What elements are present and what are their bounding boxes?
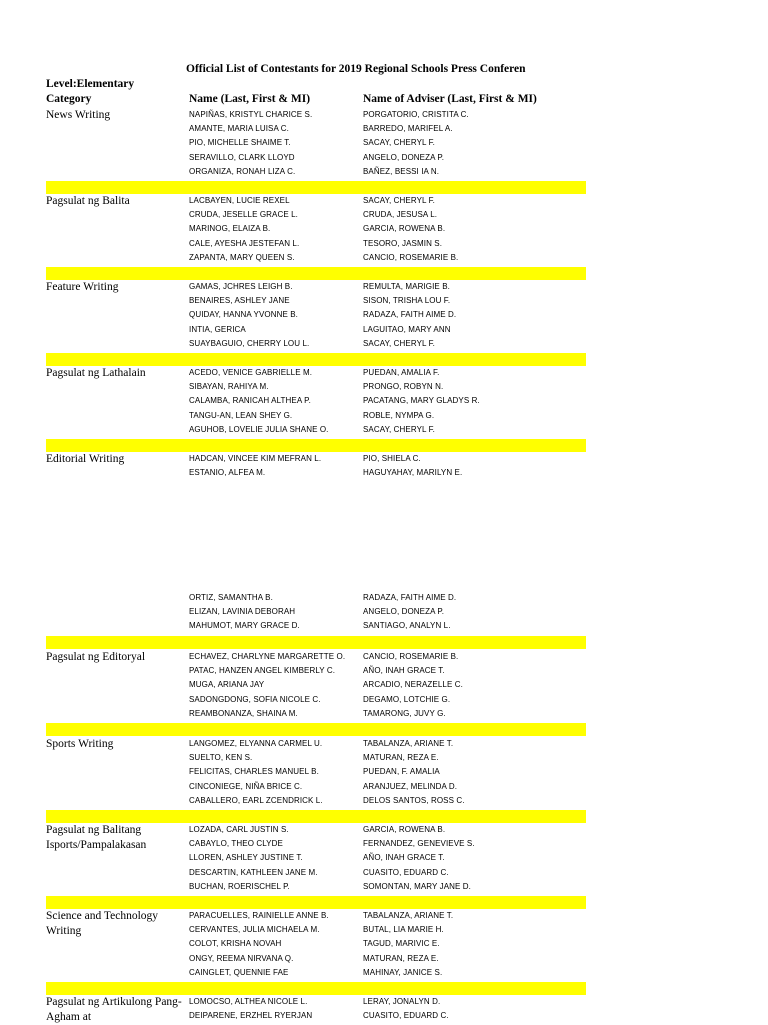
adviser-name: DELOS SANTOS, ROSS C. bbox=[363, 795, 465, 805]
adviser-name: SACAY, CHERYL F. bbox=[363, 338, 435, 348]
contestant-row bbox=[0, 664, 768, 678]
contestant-name: ESTANIO, ALFEA M. bbox=[189, 468, 266, 478]
contestant-name: MARINOG, ELAIZA B. bbox=[189, 224, 271, 234]
contestant-row bbox=[0, 751, 768, 765]
contestant-row bbox=[0, 909, 768, 923]
adviser-name: PORGATORIO, CRISTITA C. bbox=[363, 110, 469, 119]
contestant-row bbox=[0, 1009, 768, 1023]
category-name: Sports Writing bbox=[46, 738, 114, 750]
name-column-header: Name (Last, First & MI) bbox=[189, 93, 311, 105]
adviser-name: TABALANZA, ARIANE T. bbox=[363, 911, 454, 920]
contestant-row bbox=[0, 619, 768, 633]
contestant-name: CINCONIEGE, NIÑA BRICE C. bbox=[189, 781, 303, 791]
contestant-name: CALE, AYESHA JESTEFAN L. bbox=[189, 238, 300, 248]
contestant-name: QUIDAY, HANNA YVONNE B. bbox=[189, 310, 298, 320]
contestant-name: PARACUELLES, RAINIELLE ANNE B. bbox=[189, 911, 329, 920]
contestant-name: ACEDO, VENICE GABRIELLE M. bbox=[189, 368, 313, 377]
adviser-name: ARCADIO, NERAZELLE C. bbox=[363, 680, 463, 690]
section-separator-band bbox=[46, 810, 586, 823]
contestant-row bbox=[0, 423, 768, 437]
adviser-name: RADAZA, FAITH AIME D. bbox=[363, 593, 457, 602]
contestant-name: DESCARTIN, KATHLEEN JANE M. bbox=[189, 867, 318, 877]
contestant-name: ECHAVEZ, CHARLYNE MARGARETTE O. bbox=[189, 652, 346, 661]
adviser-name: FERNANDEZ, GENEVIEVE S. bbox=[363, 839, 475, 849]
adviser-name: ANGELO, DONEZA P. bbox=[363, 152, 445, 162]
contestant-row bbox=[0, 937, 768, 951]
adviser-name: BAÑEZ, BESSI IA N. bbox=[363, 166, 440, 176]
adviser-name: AÑO, INAH GRACE T. bbox=[363, 853, 445, 863]
contestant-row bbox=[0, 337, 768, 351]
contestant-name: SUAYBAGUIO, CHERRY LOU L. bbox=[189, 338, 310, 348]
category-name: Feature Writing bbox=[46, 281, 119, 293]
contestant-name: BUCHAN, ROERISCHEL P. bbox=[189, 881, 290, 891]
contestant-name: LANGOMEZ, ELYANNA CARMEL U. bbox=[189, 739, 323, 748]
contestant-name: SERAVILLO, CLARK LLOYD bbox=[189, 152, 295, 162]
adviser-name: AÑO, INAH GRACE T. bbox=[363, 666, 445, 676]
contestant-name: LOMOCSO, ALTHEA NICOLE L. bbox=[189, 997, 308, 1006]
contestant-row bbox=[0, 251, 768, 265]
contestant-row bbox=[0, 866, 768, 880]
contestant-row bbox=[0, 765, 768, 779]
contestant-row bbox=[0, 366, 768, 380]
contestant-name: AMANTE, MARIA LUISA C. bbox=[189, 124, 290, 134]
adviser-column-header: Name of Adviser (Last, First & MI) bbox=[363, 93, 537, 105]
adviser-name: ANGELO, DONEZA P. bbox=[363, 607, 445, 617]
category-name: Science and Technology Writing bbox=[46, 910, 159, 937]
contestant-name: INTIA, GERICA bbox=[189, 324, 246, 334]
section-separator-band bbox=[46, 439, 586, 452]
contestant-row bbox=[0, 837, 768, 851]
contestant-row bbox=[0, 591, 768, 605]
contestant-row bbox=[0, 678, 768, 692]
adviser-name: CANCIO, ROSEMARIE B. bbox=[363, 652, 459, 661]
contestant-name: COLOT, KRISHA NOVAH bbox=[189, 939, 282, 949]
adviser-name: SOMONTAN, MARY JANE D. bbox=[363, 881, 471, 891]
adviser-name: DEGAMO, LOTCHIE G. bbox=[363, 694, 451, 704]
section-separator-band bbox=[46, 267, 586, 280]
contestant-name: NAPIÑAS, KRISTYL CHARICE S. bbox=[189, 110, 313, 119]
adviser-name: SACAY, CHERYL F. bbox=[363, 138, 435, 148]
category-name: Editorial Writing bbox=[46, 453, 125, 465]
adviser-name: SANTIAGO, ANALYN L. bbox=[363, 621, 451, 631]
adviser-name: SACAY, CHERYL F. bbox=[363, 196, 435, 205]
section-separator-band bbox=[46, 636, 586, 649]
adviser-name: TABALANZA, ARIANE T. bbox=[363, 739, 454, 748]
adviser-name: TESORO, JASMIN S. bbox=[363, 238, 443, 248]
category-name: Pagsulat ng Editoryal bbox=[46, 651, 146, 663]
contestant-name: LACBAYEN, LUCIE REXEL bbox=[189, 196, 290, 205]
contestant-row bbox=[0, 466, 768, 480]
contestant-name: CABAYLO, THEO CLYDE bbox=[189, 839, 283, 849]
adviser-name: LERAY, JONALYN D. bbox=[363, 997, 441, 1006]
contestant-row bbox=[0, 650, 768, 664]
adviser-name: MATURAN, REZA E. bbox=[363, 953, 439, 963]
contestant-name: LLOREN, ASHLEY JUSTINE T. bbox=[189, 853, 303, 863]
contestant-name: ELIZAN, LAVINIA DEBORAH bbox=[189, 607, 296, 617]
adviser-name: TAGUD, MARIVIC E. bbox=[363, 939, 440, 949]
contestant-name: GAMAS, JCHRES LEIGH B. bbox=[189, 282, 293, 291]
contestant-name: REAMBONANZA, SHAINA M. bbox=[189, 708, 298, 718]
contestant-row bbox=[0, 966, 768, 980]
contestant-row bbox=[0, 108, 768, 122]
adviser-name: ARANJUEZ, MELINDA D. bbox=[363, 781, 458, 791]
contestant-row bbox=[0, 194, 768, 208]
contestant-row bbox=[0, 923, 768, 937]
contestant-name: DEIPARENE, ERZHEL RYERJAN bbox=[189, 1011, 313, 1021]
adviser-name: CUASITO, EDUARD C. bbox=[363, 867, 449, 877]
contestant-name: BENAIRES, ASHLEY JANE bbox=[189, 296, 290, 306]
contestant-row bbox=[0, 737, 768, 751]
contestant-name: LOZADA, CARL JUSTIN S. bbox=[189, 825, 289, 834]
adviser-name: GARCIA, ROWENA B. bbox=[363, 224, 446, 234]
contestant-row bbox=[0, 165, 768, 179]
contestant-name: PIO, MICHELLE SHAIME T. bbox=[189, 138, 291, 148]
category-name: News Writing bbox=[46, 109, 111, 121]
adviser-name: PACATANG, MARY GLADYS R. bbox=[363, 396, 480, 406]
adviser-name: MATURAN, REZA E. bbox=[363, 753, 439, 763]
contestant-name: SIBAYAN, RAHIYA M. bbox=[189, 382, 269, 392]
contestant-name: CALAMBA, RANICAH ALTHEA P. bbox=[189, 396, 311, 406]
contestant-name: ORGANIZA, RONAH LIZA C. bbox=[189, 166, 296, 176]
contestant-row bbox=[0, 294, 768, 308]
contestant-row bbox=[0, 409, 768, 423]
adviser-name: LAGUITAO, MARY ANN bbox=[363, 324, 451, 334]
contestant-row bbox=[0, 880, 768, 894]
adviser-name: MAHINAY, JANICE S. bbox=[363, 967, 443, 977]
contestant-name: AGUHOB, LOVELIE JULIA SHANE O. bbox=[189, 424, 329, 434]
category-name: Pagsulat ng Balitang Isports/Pampalakasan bbox=[46, 824, 147, 851]
adviser-name: PRONGO, ROBYN N. bbox=[363, 382, 444, 392]
contestant-name: SADONGDONG, SOFIA NICOLE C. bbox=[189, 694, 321, 704]
contestant-name: CRUDA, JESELLE GRACE L. bbox=[189, 210, 298, 220]
contestant-name: PATAC, HANZEN ANGEL KIMBERLY C. bbox=[189, 666, 336, 676]
adviser-name: TAMARONG, JUVY G. bbox=[363, 708, 446, 718]
category-name: Pagsulat ng Artikulong Pang-Agham at bbox=[46, 996, 182, 1023]
contestant-row bbox=[0, 605, 768, 619]
adviser-name: SACAY, CHERYL F. bbox=[363, 424, 435, 434]
contestant-name: SUELTO, KEN S. bbox=[189, 753, 253, 763]
contestant-name: ZAPANTA, MARY QUEEN S. bbox=[189, 252, 295, 262]
contestant-row bbox=[0, 323, 768, 337]
adviser-name: BUTAL, LIA MARIE H. bbox=[363, 925, 444, 935]
contestant-name: HADCAN, VINCEE KIM MEFRAN L. bbox=[189, 454, 322, 463]
level-label: Level:Elementary bbox=[46, 78, 135, 90]
contestant-row bbox=[0, 222, 768, 236]
contestant-name: MAHUMOT, MARY GRACE D. bbox=[189, 621, 300, 631]
category-column-header: Category bbox=[46, 93, 92, 105]
section-separator-band bbox=[46, 982, 586, 995]
contestant-row bbox=[0, 693, 768, 707]
section-separator-band bbox=[46, 353, 586, 366]
adviser-name: BARREDO, MARIFEL A. bbox=[363, 124, 453, 134]
category-name: Pagsulat ng Balita bbox=[46, 195, 130, 207]
contestant-name: ORTIZ, SAMANTHA B. bbox=[189, 593, 273, 602]
contestant-name: CERVANTES, JULIA MICHAELA M. bbox=[189, 925, 320, 935]
category-name: Pagsulat ng Lathalain bbox=[46, 367, 146, 379]
contestant-name: CAINGLET, QUENNIE FAE bbox=[189, 967, 289, 977]
adviser-name: ROBLE, NYMPA G. bbox=[363, 410, 435, 420]
contestant-row bbox=[0, 452, 768, 466]
contestant-row bbox=[0, 851, 768, 865]
adviser-name: CRUDA, JESUSA L. bbox=[363, 210, 438, 220]
adviser-name: RADAZA, FAITH AIME D. bbox=[363, 310, 457, 320]
adviser-name: CUASITO, EDUARD C. bbox=[363, 1011, 449, 1021]
contestant-name: FELICITAS, CHARLES MANUEL B. bbox=[189, 767, 319, 777]
contestant-name: ONGY, REEMA NIRVANA Q. bbox=[189, 953, 294, 963]
adviser-name: HAGUYAHAY, MARILYN E. bbox=[363, 468, 463, 478]
section-separator-band bbox=[46, 723, 586, 736]
contestant-row bbox=[0, 280, 768, 294]
adviser-name: GARCIA, ROWENA B. bbox=[363, 825, 446, 834]
contestant-row bbox=[0, 122, 768, 136]
contestant-row bbox=[0, 780, 768, 794]
adviser-name: PUEDAN, F. AMALIA bbox=[363, 767, 440, 777]
contestant-row bbox=[0, 823, 768, 837]
contestant-row bbox=[0, 237, 768, 251]
contestant-row bbox=[0, 394, 768, 408]
contestant-row bbox=[0, 380, 768, 394]
section-separator-band bbox=[46, 181, 586, 194]
adviser-name: REMULTA, MARIGIE B. bbox=[363, 282, 450, 291]
contestant-name: TANGU-AN, LEAN SHEY G. bbox=[189, 410, 293, 420]
contestant-row bbox=[0, 151, 768, 165]
contestant-name: CABALLERO, EARL ZCENDRICK L. bbox=[189, 795, 323, 805]
adviser-name: SISON, TRISHA LOU F. bbox=[363, 296, 451, 306]
section-separator-band bbox=[46, 896, 586, 909]
adviser-name: PIO, SHIELA C. bbox=[363, 454, 421, 463]
contestant-row bbox=[0, 794, 768, 808]
contestant-row bbox=[0, 308, 768, 322]
contestant-name: MUGA, ARIANA JAY bbox=[189, 680, 265, 690]
adviser-name: CANCIO, ROSEMARIE B. bbox=[363, 252, 459, 262]
contestant-row bbox=[0, 208, 768, 222]
contestant-row bbox=[0, 136, 768, 150]
document-title: Official List of Contestants for 2019 Regional Schools Press Conferen bbox=[186, 63, 526, 75]
contestant-row bbox=[0, 952, 768, 966]
contestant-row bbox=[0, 995, 768, 1009]
adviser-name: PUEDAN, AMALIA F. bbox=[363, 368, 440, 377]
contestant-row bbox=[0, 707, 768, 721]
